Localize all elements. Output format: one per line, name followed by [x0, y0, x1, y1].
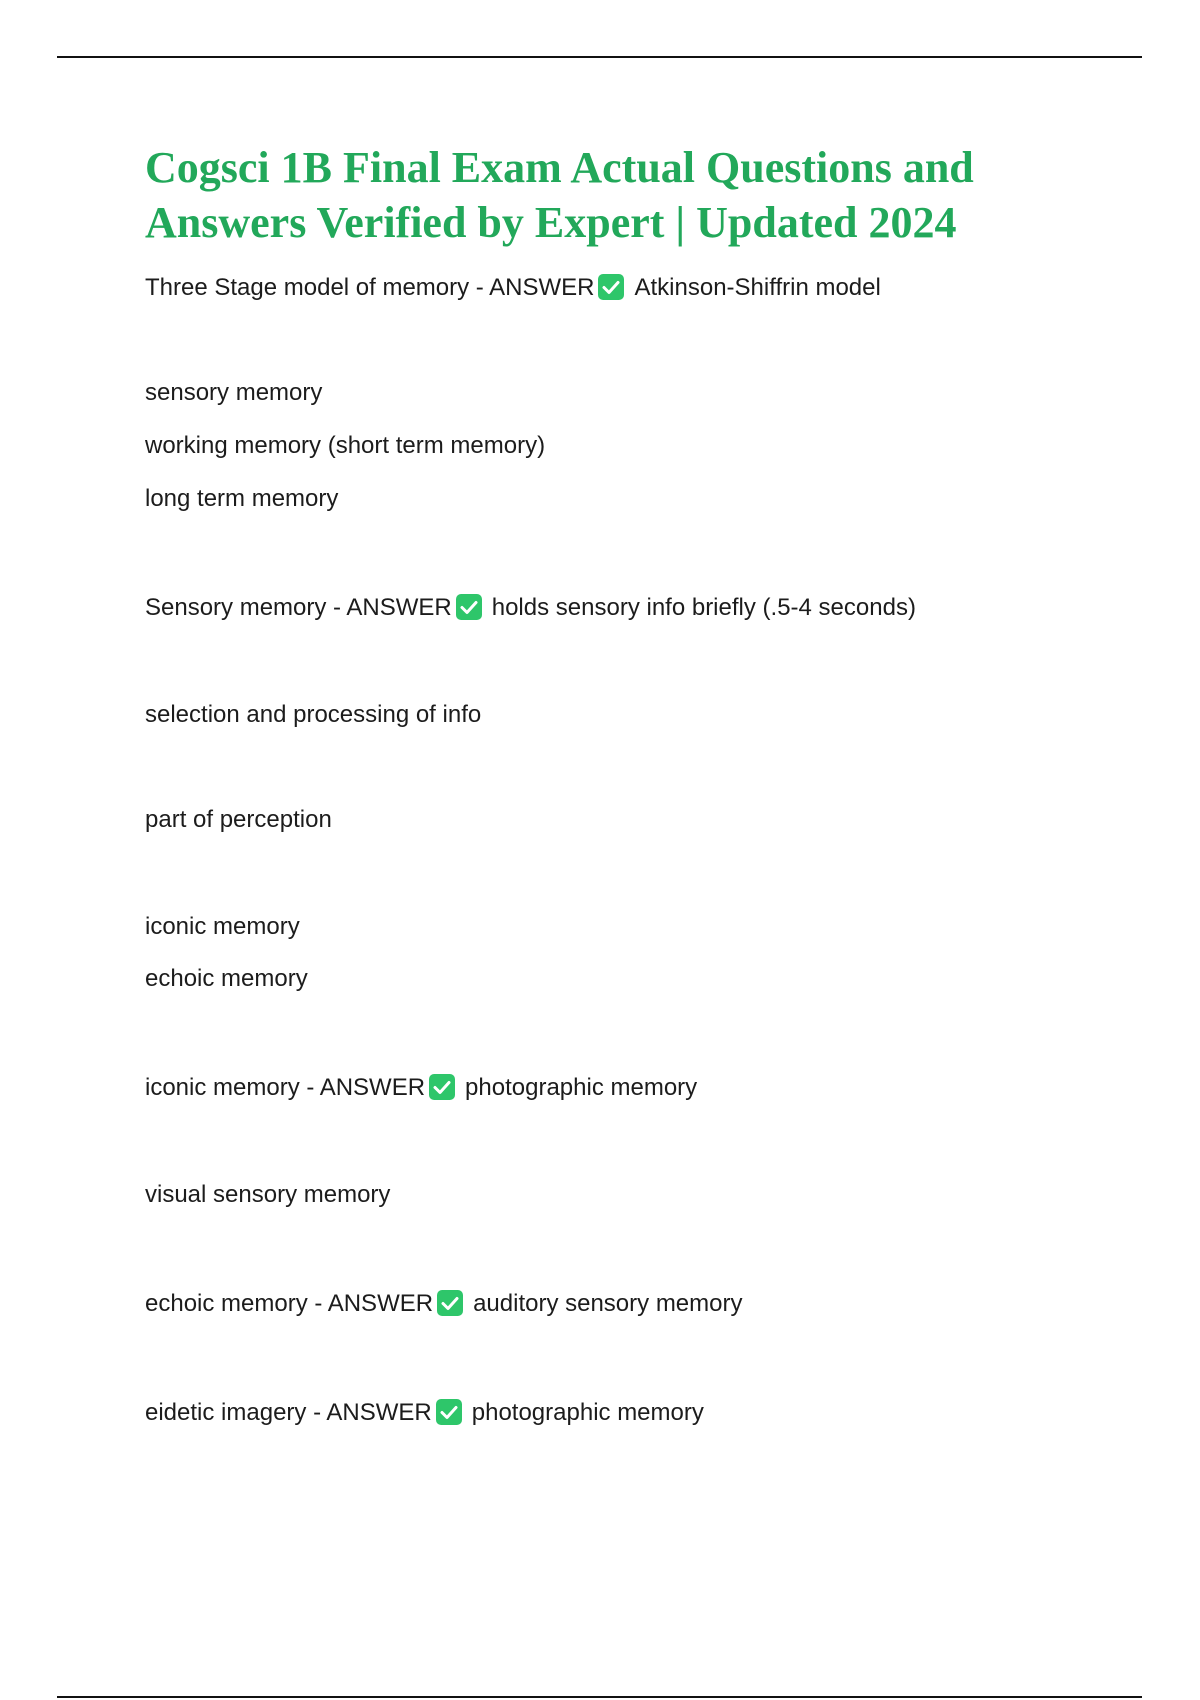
question-term: iconic memory - ANSWER	[145, 1074, 426, 1101]
check-mark-icon	[598, 274, 624, 300]
check-mark-icon	[429, 1074, 455, 1100]
answer-line: sensory memory	[145, 379, 323, 406]
qa-entry	[145, 272, 881, 304]
qa-entry	[145, 1288, 743, 1320]
answer-line: part of perception	[145, 806, 332, 833]
qa-entry	[145, 592, 916, 624]
answer-text: photographic memory	[471, 1399, 704, 1426]
answer-line: selection and processing of info	[145, 701, 482, 728]
question-term: eidetic imagery - ANSWER	[145, 1399, 432, 1426]
answer-text: photographic memory	[465, 1074, 698, 1101]
answer-line: visual sensory memory	[145, 1181, 391, 1208]
answer-line: long term memory	[145, 485, 339, 512]
answer-line: iconic memory	[145, 913, 300, 940]
check-mark-icon	[436, 1399, 462, 1425]
answer-text: auditory sensory memory	[473, 1290, 743, 1317]
answer-line: echoic memory	[145, 965, 308, 992]
bottom-rule	[57, 1696, 1142, 1698]
answer-text: holds sensory info briefly (.5-4 seconds)	[491, 594, 916, 621]
question-term: Sensory memory - ANSWER	[145, 594, 452, 621]
check-mark-icon	[437, 1290, 463, 1316]
document-body	[145, 140, 1045, 1426]
qa-entry	[145, 1397, 704, 1429]
question-term: echoic memory - ANSWER	[145, 1290, 434, 1317]
qa-entry	[145, 1072, 697, 1104]
check-mark-icon	[456, 594, 482, 620]
question-term: Three Stage model of memory - ANSWER	[145, 274, 595, 301]
page-title: Cogsci 1B Final Exam Actual Questions and Answers Verified by Expert | Updated 2024	[145, 143, 974, 247]
answer-line: working memory (short term memory)	[145, 432, 546, 459]
top-rule	[57, 56, 1142, 58]
answer-text: Atkinson-Shiffrin model	[634, 274, 881, 301]
